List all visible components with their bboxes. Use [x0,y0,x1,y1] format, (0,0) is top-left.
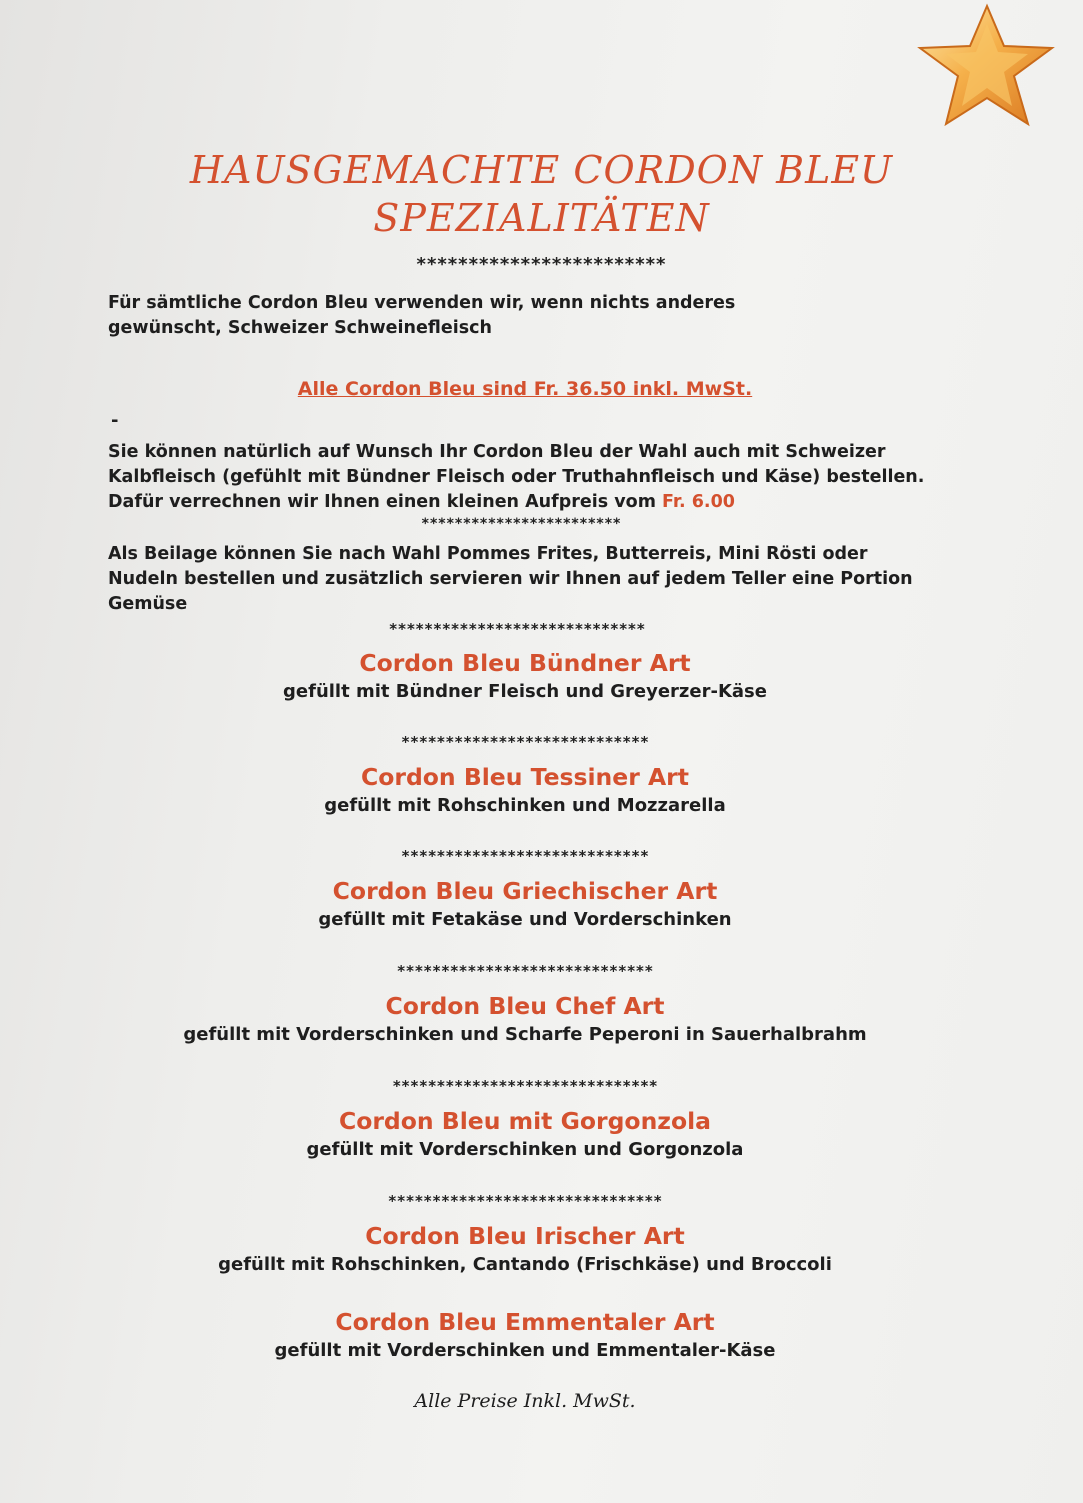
dish-name: Cordon Bleu Emmentaler Art [335,1308,715,1336]
dish-item [0,1307,1050,1365]
separator: ***************************** [397,962,654,980]
dish-description: gefüllt mit Vorderschinken und Scharfe Peperoni in Sauerhalbrahm [183,1024,867,1045]
dish-name: Cordon Bleu Irischer Art [365,1222,685,1250]
menu-title-line-2: SPEZIALITÄTEN [373,196,710,240]
separator: ***************************** [389,620,646,638]
separator: ****************************** [392,1077,659,1095]
separator-top: ************************ [416,254,667,275]
dish-name: Cordon Bleu Griechischer Art [332,877,718,905]
veal-option-body: Sie können natürlich auf Wunsch Ihr Cordon Bleu der Wahl auch mit Schweizer Kalbfleisch (gefühlt mit Bündner Fleisch oder Truthahnfleisch und Käse) bestellen. Dafür verrechnen wir Ihnen einen kleinen Aufpreis vom [108,442,925,512]
separator: ******************************* [388,1192,663,1210]
veal-surcharge: Fr. 6.00 [662,492,735,512]
menu-title-line-1: HAUSGEMACHTE CORDON BLEU [189,148,894,192]
dish-item [0,762,1050,820]
dish-item [0,991,1050,1049]
dish-item [0,1106,1050,1164]
footer-note: Alle Preise Inkl. MwSt. [414,1390,636,1412]
intro-text: Für sämtliche Cordon Bleu verwenden wir, wenn nichts anderes gewünscht, Schweizer Schweinefleisch [108,293,736,338]
separator: **************************** [401,733,650,751]
dish-item [0,648,1050,706]
dish-name: Cordon Bleu Tessiner Art [360,763,689,791]
star-icon [912,2,1060,134]
dish-name: Cordon Bleu mit Gorgonzola [338,1107,712,1135]
separator: **************************** [401,847,650,865]
dish-description: gefüllt mit Rohschinken und Mozzarella [324,795,726,816]
dish-description: gefüllt mit Rohschinken, Cantando (Frischkäse) und Broccoli [218,1254,832,1275]
dish-item [0,1221,1050,1279]
dot-mark: - [111,410,119,431]
dish-name: Cordon Bleu Bündner Art [359,649,691,677]
dish-description: gefüllt mit Fetakäse und Vorderschinken [318,909,732,930]
price-notice: Alle Cordon Bleu sind Fr. 36.50 inkl. MwSt. [297,378,753,400]
dish-description: gefüllt mit Vorderschinken und Gorgonzola [306,1139,744,1160]
dish-description: gefüllt mit Vorderschinken und Emmentaler-Käse [274,1340,776,1361]
veal-option-text [108,440,956,515]
separator-small: ************************ [421,516,622,532]
sides-text: Als Beilage können Sie nach Wahl Pommes Frites, Butterreis, Mini Rösti oder Nudeln bestellen und zusätzlich servieren wir Ihnen auf jedem Teller eine Portion Gemüse [108,544,913,614]
dish-item [0,876,1050,934]
dish-name: Cordon Bleu Chef Art [385,992,665,1020]
dish-description: gefüllt mit Bündner Fleisch und Greyerzer-Käse [283,681,767,702]
